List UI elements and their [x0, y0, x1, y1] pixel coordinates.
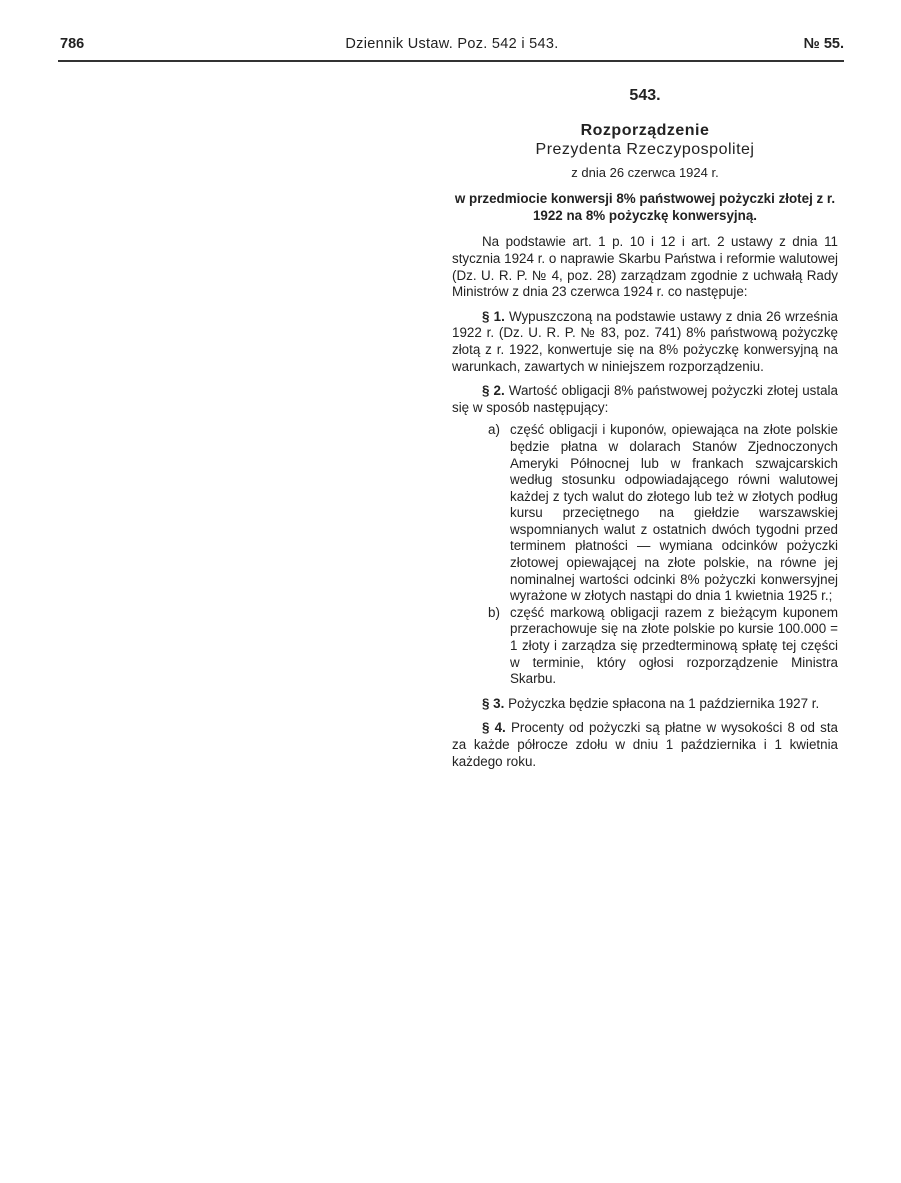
- section-2-list: [452, 422, 838, 688]
- list-marker: a): [488, 422, 500, 438]
- text-column: [452, 88, 838, 778]
- section-3: [452, 696, 838, 713]
- section-4-text: Procenty od pożyczki są płatne w wysokości 8 od sta za każde półrocze zdołu w dniu 1 października i 1 kwietnia każdego roku.: [452, 720, 838, 769]
- journal-title: Dziennik Ustaw. Poz. 542 i 543.: [345, 36, 559, 52]
- section-1-label: § 1.: [482, 308, 505, 324]
- document-subject: w przedmiocie konwersji 8% państwowej pożyczki złotej z r. 1922 na 8% pożyczkę konwersyjną.: [454, 191, 836, 223]
- section-2-label: § 2.: [482, 383, 505, 399]
- section-4-label: § 4.: [482, 720, 506, 736]
- list-item-text: część markową obligacji razem z bieżącym kuponem przerachowuje się na złote polskie po kursie 100.000 = 1 złoty i zarządza się przedterminową spłatę tej części w terminie, który ogłosi rozporządzenie Ministra Skarbu.: [510, 604, 838, 687]
- section-3-text: Pożyczka będzie spłacona na 1 października 1927 r.: [508, 695, 820, 711]
- list-item-text: część obligacji i kuponów, opiewająca na złote polskie będzie płatna w dolarach Stanów Zjednoczonych Ameryki Północnej lub w frankach szwajcarskich według stosunku odpowiadającego równi walutowej każdej z tych walut do złotego lub też w złotych podług kursu przeciętnego na giełdzie warszawskiej wspomnianych walut z ostatnich dwóch tygodni przed terminem płatności — wymiana odcinków pożyczki złotowej opiewającej na złote polskie, na równe jej nominalnej wartości odcinki 8% pożyczki konwersyjnej wyrażone w złotych nastąpi do dnia 1 kwietnia 1925 r.;: [510, 422, 838, 604]
- section-2-text: Wartość obligacji 8% państwowej pożyczki złotej ustala się w sposób następujący:: [452, 383, 838, 415]
- document-type: Rozporządzenie: [580, 121, 710, 139]
- document-date: z dnia 26 czerwca 1924 r.: [571, 164, 719, 180]
- page-number: 786: [60, 36, 85, 52]
- preamble: Na podstawie art. 1 p. 10 i 12 i art. 2 ustawy z dnia 11 stycznia 1924 r. o naprawie Skarbu Państwa i reformie walutowej (Dz. U. R. P. № 4, poz. 28) zarządzam zgodnie z uchwałą Rady Ministrów z dnia 23 czerwca 1924 r. co następuje:: [452, 234, 838, 300]
- section-2: [452, 383, 838, 416]
- running-header: [60, 36, 844, 58]
- header-rule: [58, 60, 844, 62]
- issue-number: № 55.: [803, 36, 844, 52]
- section-4: [452, 720, 838, 770]
- section-3-label: § 3.: [482, 695, 505, 711]
- list-item: [452, 422, 838, 605]
- section-1: [452, 309, 838, 375]
- section-1-text: Wypuszczoną na podstawie ustawy z dnia 26 września 1922 r. (Dz. U. R. P. № 83, poz. 741) 8% państwową pożyczkę złotą z r. 1922, konwertuje się na 8% pożyczkę konwersyjną na warunkach, zawartych w niniejszem rozporządzeniu.: [452, 308, 838, 374]
- list-item: [452, 605, 838, 688]
- act-number: 543.: [629, 87, 661, 104]
- list-marker: b): [488, 604, 500, 620]
- document-issuer: Prezydenta Rzeczypospolitej: [535, 140, 755, 158]
